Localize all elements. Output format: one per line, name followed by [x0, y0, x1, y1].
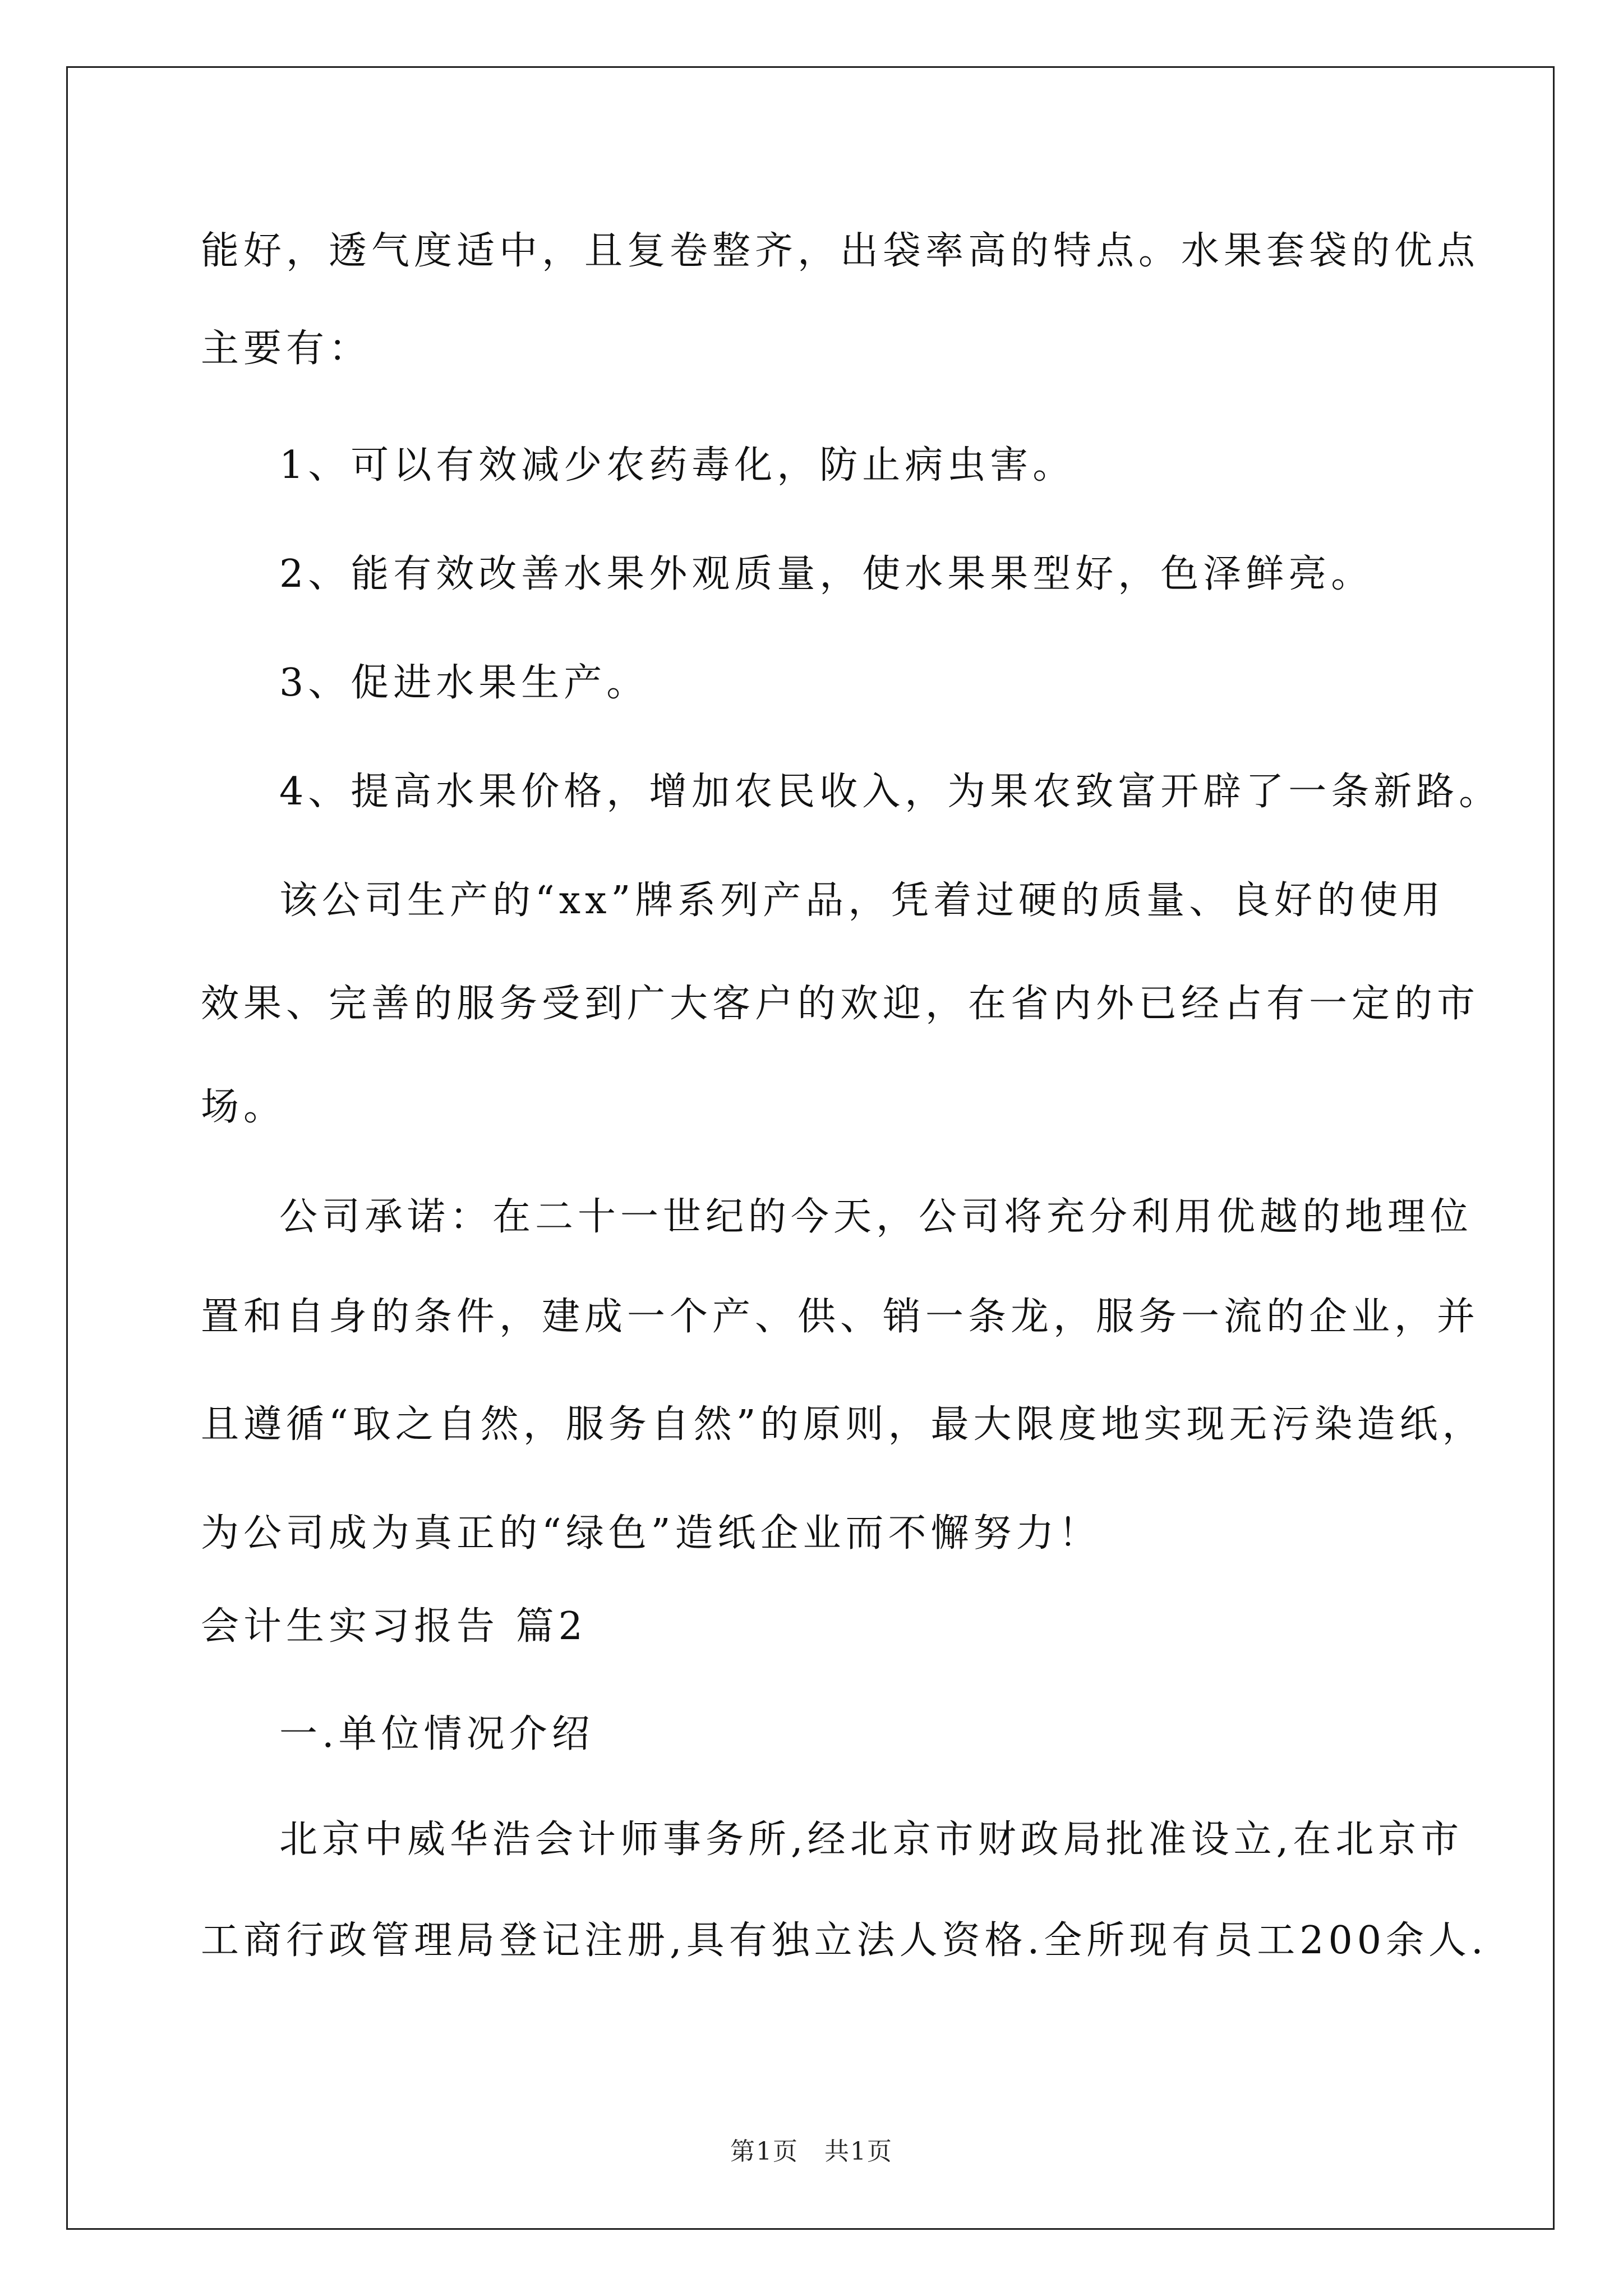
body-line-17: 工商行政管理局登记注册,具有独立法人资格.全所现有员工200余人.: [201, 1918, 1488, 1963]
body-line-10: 公司承诺：在二十一世纪的今天，公司将充分利用优越的地理位: [279, 1195, 1473, 1239]
list-item-3: 3、促进水果生产。: [279, 661, 649, 705]
body-line-8: 效果、完善的服务受到广大客户的欢迎，在省内外已经占有一定的市: [201, 982, 1480, 1026]
body-line-13: 为公司成为真正的“绿色”造纸企业而不懈努力！: [201, 1511, 1101, 1556]
body-line-2: 主要有：: [201, 326, 372, 371]
list-item-1: 1、可以有效减少农药毒化，防止病虫害。: [279, 443, 1076, 487]
page-footer: 第1页 共1页: [730, 2137, 893, 2166]
body-line-1: 能好，透气度适中，且复卷整齐，出袋率高的特点。水果套袋的优点: [201, 229, 1480, 273]
page-border: [66, 66, 1555, 2230]
body-line-12: 且遵循“取之自然，服务自然”的原则，最大限度地实现无污染造纸，: [201, 1402, 1485, 1447]
subsection-heading: 一.单位情况介绍: [279, 1712, 594, 1756]
body-line-11: 置和自身的条件，建成一个产、供、销一条龙，服务一流的企业，并: [201, 1295, 1480, 1339]
list-item-4: 4、提高水果价格，增加农民收入，为果农致富开辟了一条新路。: [279, 770, 1502, 814]
body-line-7: 该公司生产的“xx”牌系列产品，凭着过硬的质量、良好的使用: [279, 878, 1445, 923]
list-item-2: 2、能有效改善水果外观质量，使水果果型好，色泽鲜亮。: [279, 552, 1374, 596]
body-line-16: 北京中威华浩会计师事务所,经北京市财政局批准设立,在北京市: [279, 1818, 1464, 1862]
body-line-9: 场。: [201, 1085, 287, 1129]
section-heading: 会计生实习报告 篇2: [201, 1604, 587, 1649]
